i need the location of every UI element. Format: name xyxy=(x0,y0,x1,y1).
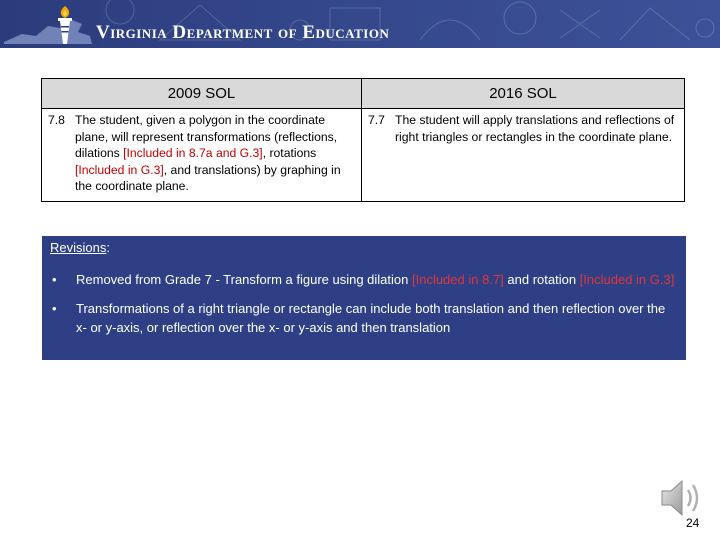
included-note: [Included in 8.7a and G.3] xyxy=(123,146,263,161)
table-header-row xyxy=(42,79,685,109)
cell-2009-standard xyxy=(42,109,362,202)
col-header-2009: 2009 SOL xyxy=(42,79,362,109)
included-note: [Included in G.3] xyxy=(75,162,164,177)
virginia-state-icon xyxy=(2,18,94,46)
revisions-list xyxy=(50,270,678,337)
table-row xyxy=(42,109,685,202)
included-note: [Included in 8.7] xyxy=(411,272,504,287)
standard-number: 7.8 xyxy=(48,113,65,127)
col-header-2016: 2016 SOL xyxy=(362,79,685,109)
speaker-icon[interactable] xyxy=(658,476,708,520)
standard-text: The student, given a polygon in the coordinate plane, will represent transformations (reflections, dilations [Included in 8.7a and G.3], rotations [Included in G.3], and translations) by graphing in the coordinate plane. xyxy=(75,113,341,194)
header-banner xyxy=(0,0,720,48)
revisions-heading: Revisions: xyxy=(50,240,110,255)
bullet: • xyxy=(52,272,57,287)
header-title: Virginia Department of Education xyxy=(96,22,390,43)
revisions-panel xyxy=(42,236,686,360)
list-item: • Transformations of a right triangle or rectangle can include both translation and then reflection over the x- or y-axis, or reflection over the x- or y-axis and then translation xyxy=(52,301,666,335)
cell-2016-standard xyxy=(362,109,685,202)
torch-logo-icon xyxy=(52,4,78,46)
sol-comparison-table xyxy=(41,78,685,202)
bullet: • xyxy=(52,301,57,316)
included-note: [Included in G.3] xyxy=(579,272,675,287)
standard-text: The student will apply translations and reflections of right triangles or rectangles in the coordinate plane. xyxy=(395,113,675,144)
list-item: • Removed from Grade 7 - Transform a figure using dilation [Included in 8.7] and rotation [Included in G.3] xyxy=(52,272,675,287)
page-number: 24 xyxy=(686,516,700,530)
standard-number: 7.7 xyxy=(368,113,385,127)
